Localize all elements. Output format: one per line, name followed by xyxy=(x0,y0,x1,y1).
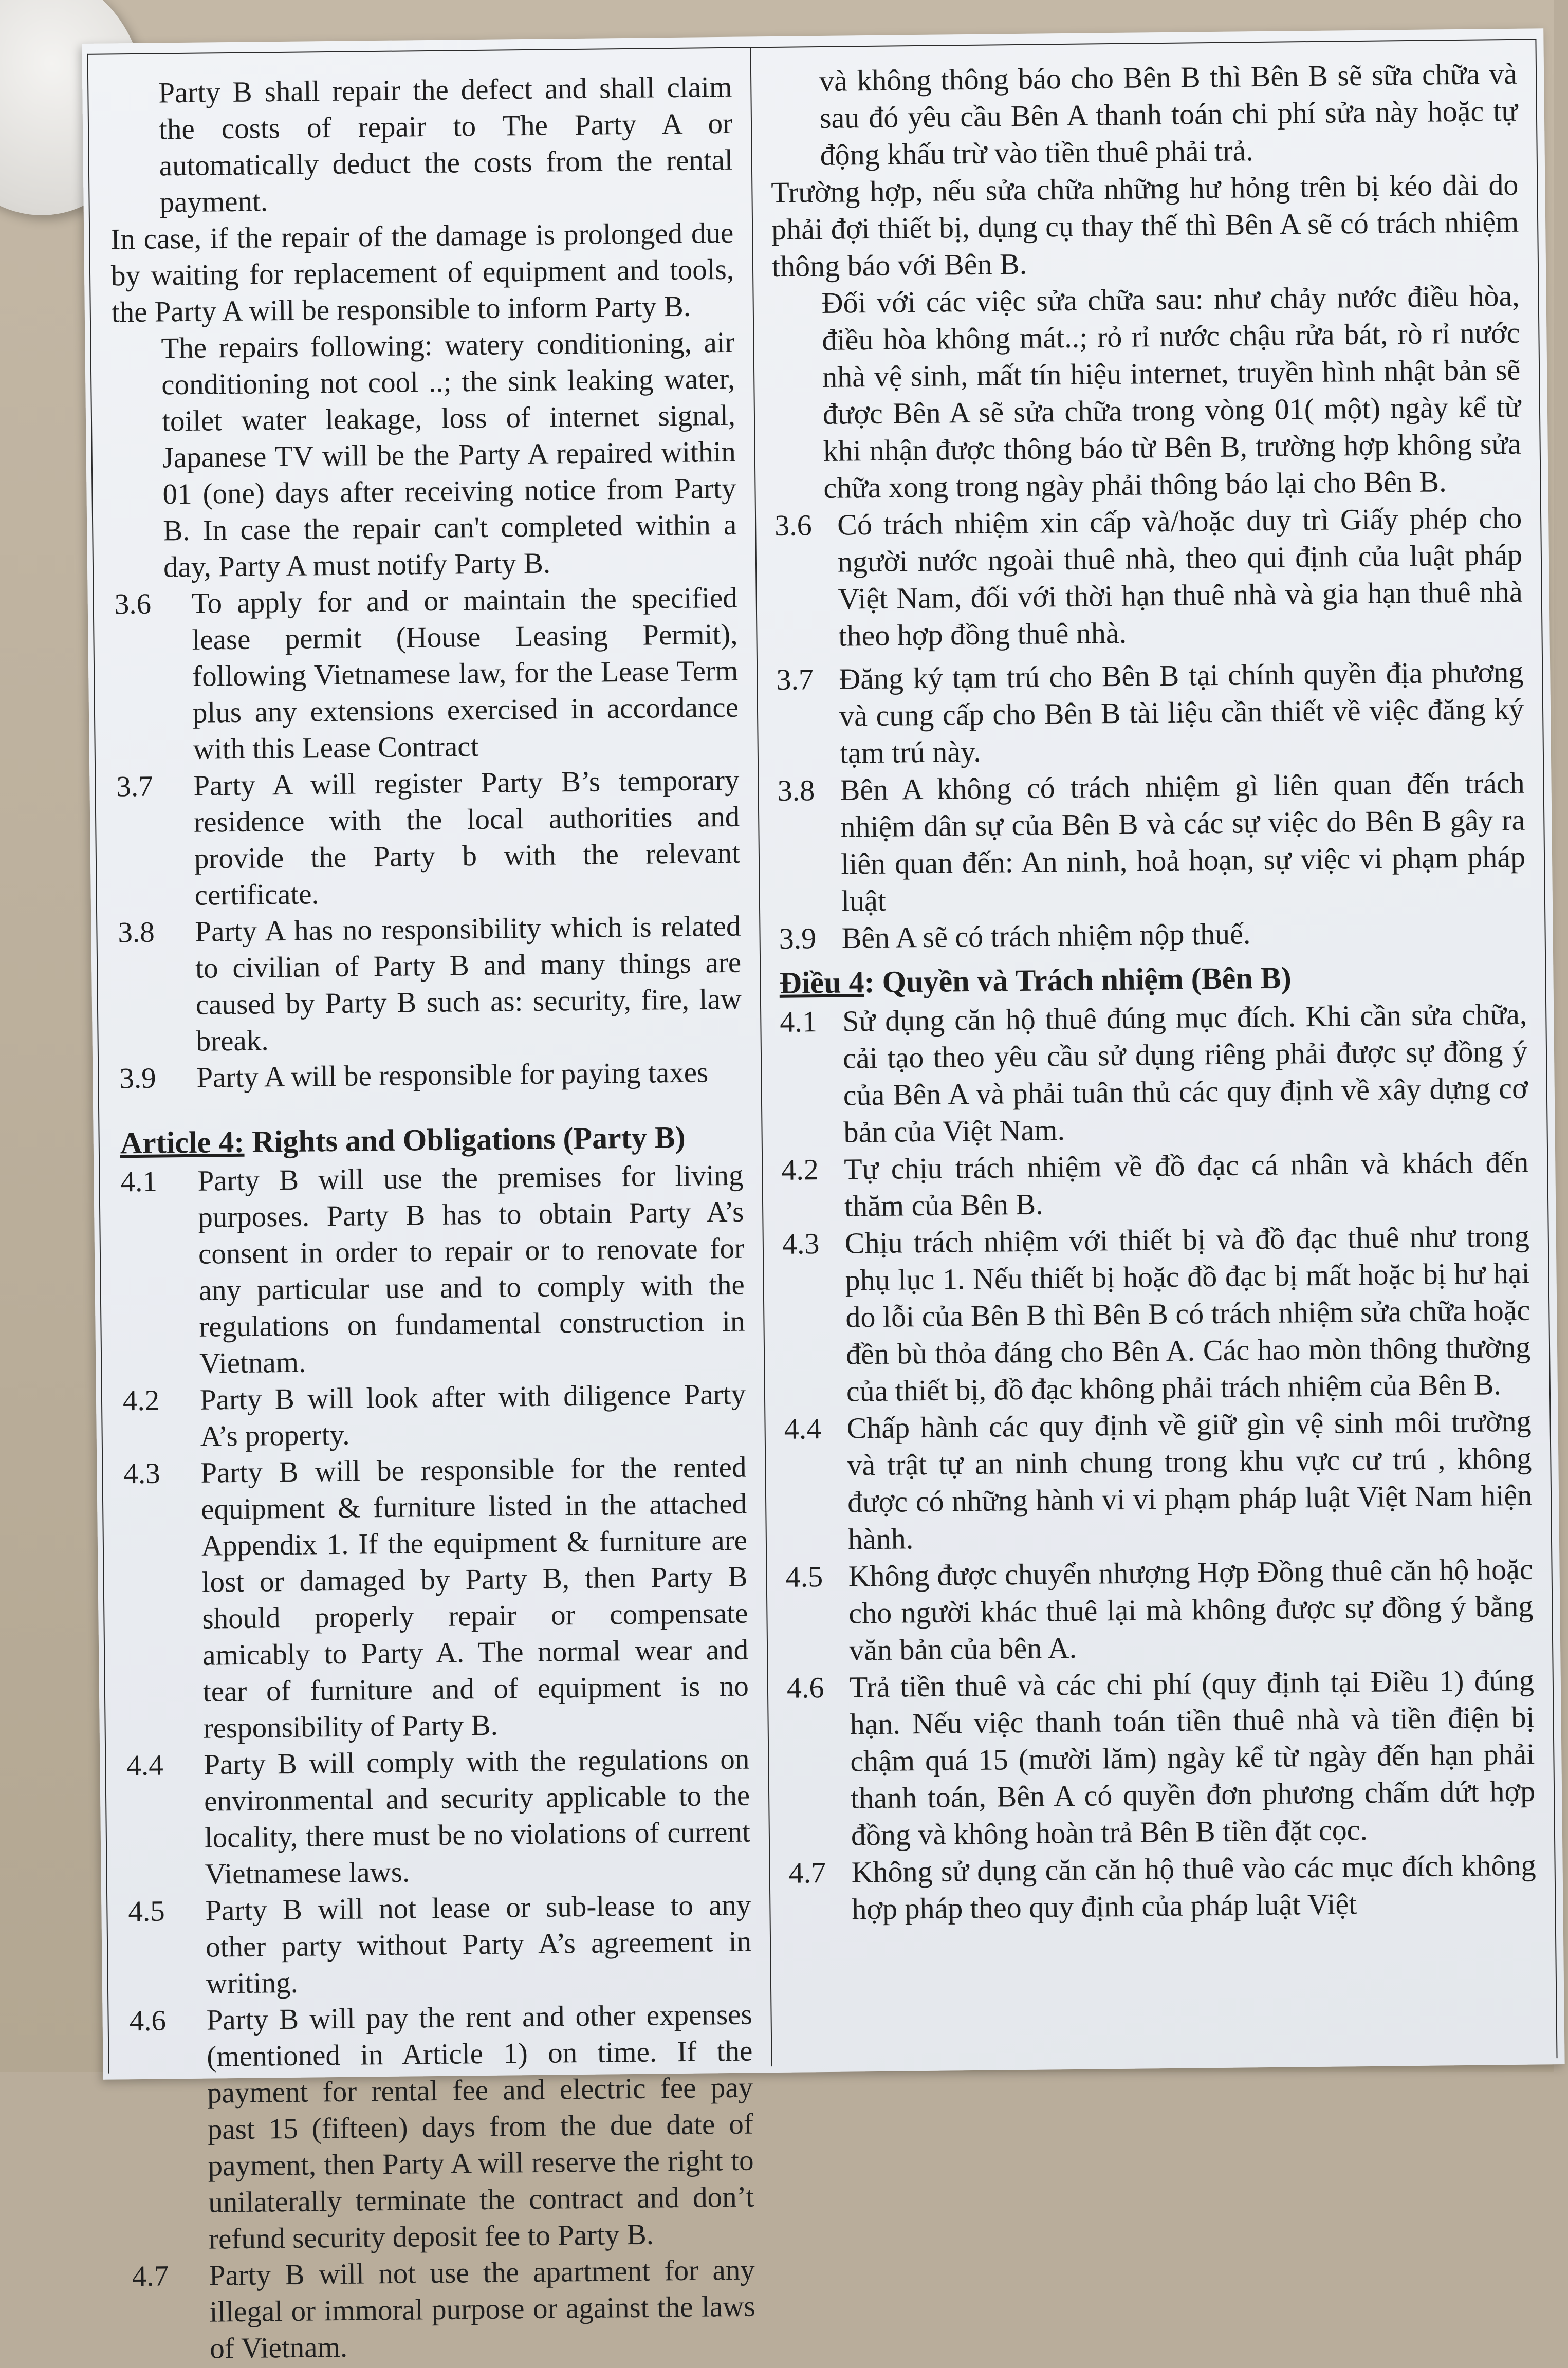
en-clause-4-6 xyxy=(129,1996,754,2259)
clause-number: 3.6 xyxy=(774,508,813,542)
clause-number: 4.1 xyxy=(779,1005,818,1039)
clause-number: 3.8 xyxy=(118,916,155,949)
clause-text: Đăng ký tạm trú cho Bên B tại chính quyền địa phương và cung cấp cho Bên B tài liệu cần thiết về việc đăng ký tạm trú này. xyxy=(839,655,1524,770)
en-article4-title: Rights and Obligations (Party B) xyxy=(244,1120,686,1159)
clause-text: Có trách nhiệm xin cấp và/hoặc duy trì Giấy phép cho người nước ngoài thuê nhà, theo qui định của luật pháp Việt Nam, đối với thời hạn thuê nhà và gia hạn thuê nhà theo hợp đồng thuê nhà. xyxy=(837,501,1523,653)
clause-number: 3.9 xyxy=(779,921,817,955)
en-clause-4-5 xyxy=(128,1887,752,2003)
en-clause-3-8 xyxy=(118,908,742,1061)
vi-article4-items xyxy=(780,996,1537,1929)
en-article4-heading xyxy=(120,1116,743,1164)
vietnamese-column xyxy=(751,40,1556,2066)
vi-clause-3-8 xyxy=(777,765,1526,920)
clause-number: 4.2 xyxy=(781,1153,819,1187)
clause-number: 4.3 xyxy=(782,1227,820,1261)
clause-text: Không được chuyển nhượng Hợp Đồng thuê căn hộ hoặc cho người khác thuê lại mà không được sự đồng ý bằng văn bản của bên A. xyxy=(848,1552,1534,1667)
vi-clause-3-9 xyxy=(779,913,1526,957)
vi-paragraph-prolonged-repair: Trường hợp, nếu sửa chữa những hư hỏng trên bị kéo dài do phải đợi thiết bị, dụng cụ thay thế thì Bên A sẽ có trách nhiệm thông báo với Bên B. xyxy=(771,168,1519,283)
vi-clause-4-5 xyxy=(785,1551,1534,1670)
vi-article4-label: Điều 4 xyxy=(779,965,864,1000)
clause-number: 3.6 xyxy=(114,587,152,621)
vi-clause-4-1 xyxy=(780,996,1528,1152)
vi-clause-4-6 xyxy=(787,1662,1536,1855)
en-article3-items xyxy=(114,580,742,1097)
clause-text: Tự chịu trách nhiệm về đồ đạc cá nhân và khách đến thăm của Bên B. xyxy=(844,1145,1529,1223)
vi-clause-4-4 xyxy=(784,1403,1533,1559)
vi-paragraph-repairs-list: Đối với các việc sửa chữa sau: như chảy nước điều hòa, điều hòa không mát..; rỏ rỉ nước chậu rửa bát, rò rỉ nước nhà vệ sinh, mất tín hiệu internet, truyền hình nhật bản sẽ được Bên A sẽ sửa chữa trong vòng 01( một) ngày kể từ khi nhận được thông báo từ Bên B, trường hợp không sửa chữa xong trong ngày phải thông báo lại cho Bên B. xyxy=(821,279,1521,505)
en-clause-4-2 xyxy=(123,1376,746,1456)
vi-paragraph-repair-costs: và không thông báo cho Bên B thì Bên B sẽ sữa chữa và sau đó yêu cầu Bên A thanh toán chi phí sửa này hoặc tự động khấu trừ vào tiền thuê phải trả. xyxy=(819,57,1518,172)
en-article4-items xyxy=(120,1157,755,2368)
clause-number: 4.4 xyxy=(126,1749,164,1782)
clause-number: 4.6 xyxy=(129,2004,167,2038)
clause-number: 4.5 xyxy=(128,1895,165,1928)
clause-text: Party B will look after with diligence Party A’s property. xyxy=(199,1378,746,1453)
contract-page xyxy=(82,28,1564,2365)
en-clause-3-7 xyxy=(116,762,741,915)
en-clause-4-7 xyxy=(132,2252,755,2368)
clause-number: 3.7 xyxy=(776,662,814,696)
en-clause-4-3 xyxy=(123,1449,749,1748)
vi-article3-items xyxy=(774,499,1526,957)
clause-text: Party B will use the premises for living purposes. Party B has to obtain Party A’s consent in order to repair or to renovate for any particular use and to comply with the regulations on fundamental construction in Vietnam. xyxy=(197,1159,745,1380)
vi-clause-4-2 xyxy=(781,1144,1529,1226)
en-paragraph-repair-costs: Party B shall repair the defect and shall claim the costs of repair to The Party A or automatically deduct the costs from the rental payment. xyxy=(158,70,733,219)
clause-text: Party B will pay the rent and other expenses (mentioned in Article 1) on time. If the payment for rental fee and electric fee pay past 15 (fifteen) days from the due date of payment, then Party A will reserve the right to unilaterally terminate the contract and don’t refund security deposit fee to Party B. xyxy=(206,1998,754,2255)
en-clause-3-6 xyxy=(114,580,739,769)
vi-article4-title: : Quyền và Trách nhiệm (Bên B) xyxy=(864,960,1292,1000)
vi-clause-3-6 xyxy=(774,499,1523,655)
clause-text: Party B will comply with the regulations on environmental and security applicable to the locality, there must be no violations of current Vietnamese laws. xyxy=(204,1743,751,1891)
clause-text: Party A will be responsible for paying taxes xyxy=(196,1056,709,1094)
en-paragraph-repairs-list: The repairs following: watery conditioning, air conditioning not cool ..; the sink leaking water, toilet water leakage, loss of internet signal, Japanese TV will be the Party A repaired within 01 (one) days after receiving notice from Party B. In case the repair can't completed within a day, Party A must notify Party B. xyxy=(161,326,737,584)
clause-number: 3.7 xyxy=(116,770,154,803)
clause-text: Không sử dụng căn căn hộ thuê vào các mục đích không hợp pháp theo quy định của pháp luật Việt xyxy=(851,1848,1536,1926)
vi-clause-3-7 xyxy=(776,654,1524,772)
clause-number: 3.9 xyxy=(119,1062,157,1095)
clause-number: 4.6 xyxy=(786,1671,824,1705)
en-paragraph-prolonged-repair: In case, if the repair of the damage is prolonged due by waiting for replacement of equipment and tools, the Party A will be responsible to inform Party B. xyxy=(110,216,734,329)
clause-text: Party A will register Party B’s temporary residence with the local authorities and provide the Party b with the relevant certificate. xyxy=(193,764,741,912)
clause-text: Bên A sẽ có trách nhiệm nộp thuế. xyxy=(841,917,1251,955)
clause-number: 4.7 xyxy=(788,1856,826,1890)
clause-number: 4.4 xyxy=(784,1412,822,1446)
vi-clause-4-3 xyxy=(782,1218,1531,1411)
clause-text: Chấp hành các quy định về giữ gìn vệ sinh môi trường và trật tự an ninh chung trong khu vực cư trú , không được có những hành vi vi phạm pháp luật Việt Nam hiện hành. xyxy=(846,1404,1533,1556)
clause-text: Party A has no responsibility which is related to civilian of Party B and many things are caused by Party B such as: security, fire, law break. xyxy=(195,910,742,1058)
clause-text: Party B will be responsible for the rented equipment & furniture listed in the attached Appendix 1. If the equipment & furniture are lost or damaged by Party B, then Party B should properly repair or compensate amicably to Party A. The normal wear and tear of furniture and of equipment is no responsibility of Party B. xyxy=(200,1451,749,1745)
clause-number: 4.3 xyxy=(123,1457,161,1490)
clause-text: Sử dụng căn hộ thuê đúng mục đích. Khi cần sửa chữa, cải tạo theo yêu cầu sử dụng riêng phải được sự đồng ý của Bên A và phải tuân thủ các quy định về xây dựng cơ bản của Việt Nam. xyxy=(842,997,1528,1149)
english-column xyxy=(88,48,772,2365)
clause-number: 4.2 xyxy=(122,1384,160,1417)
clause-number: 3.8 xyxy=(777,773,815,807)
en-clause-3-9 xyxy=(119,1054,743,1097)
clause-text: Trả tiền thuê và các chi phí (quy định tại Điều 1) đúng hạn. Nếu việc thanh toán tiền thuê nhà và tiền điện bị chậm quá 15 (mười lăm) ngày kể từ ngày đến hạn phải thanh toán, Bên A có quyền đơn phương chấm dứt hợp đồng và không hoàn trả Bên B tiền đặt cọc. xyxy=(849,1663,1536,1852)
clause-text: Party B will not use the apartment for any illegal or immoral purpose or against the laws of Vietnam. xyxy=(209,2253,755,2365)
en-article4-label: Article 4: xyxy=(120,1124,245,1160)
clause-number: 4.1 xyxy=(120,1165,158,1198)
clause-number: 4.5 xyxy=(785,1560,823,1594)
vi-clause-4-7 xyxy=(788,1847,1536,1929)
clause-text: Chịu trách nhiệm với thiết bị và đồ đạc thuê như trong phụ lục 1. Nếu thiết bị hoặc đồ đạc bị mất hoặc bị hư hại do lỗi của Bên B thì Bên B có trách nhiệm sửa chữa hoặc đền bù thỏa đáng cho Bên A. Các hao mòn thông thường của thiết bị, đồ đạc không phải trách nhiệm của Bên B. xyxy=(844,1219,1531,1408)
clause-number: 4.7 xyxy=(132,2260,169,2293)
en-clause-4-4 xyxy=(126,1741,751,1894)
vi-article4-heading xyxy=(779,955,1527,1004)
clause-text: Bên A không có trách nhiệm gì liên quan đến trách nhiệm dân sự của Bên B và các sự việc do Bên B gây ra liên quan đến: An ninh, hoả hoạn, sự việc vi phạm pháp luật xyxy=(840,766,1526,918)
en-clause-4-1 xyxy=(120,1157,745,1383)
bilingual-table xyxy=(87,39,1558,2365)
clause-text: To apply for and or maintain the specified lease permit (House Leasing Permit), following Vietnamese law, for the Lease Term plus any extensions exercised in accordance with this Lease Contract xyxy=(191,581,739,766)
clause-text: Party B will not lease or sub-lease to any other party without Party A’s agreement in writing. xyxy=(205,1889,752,2000)
